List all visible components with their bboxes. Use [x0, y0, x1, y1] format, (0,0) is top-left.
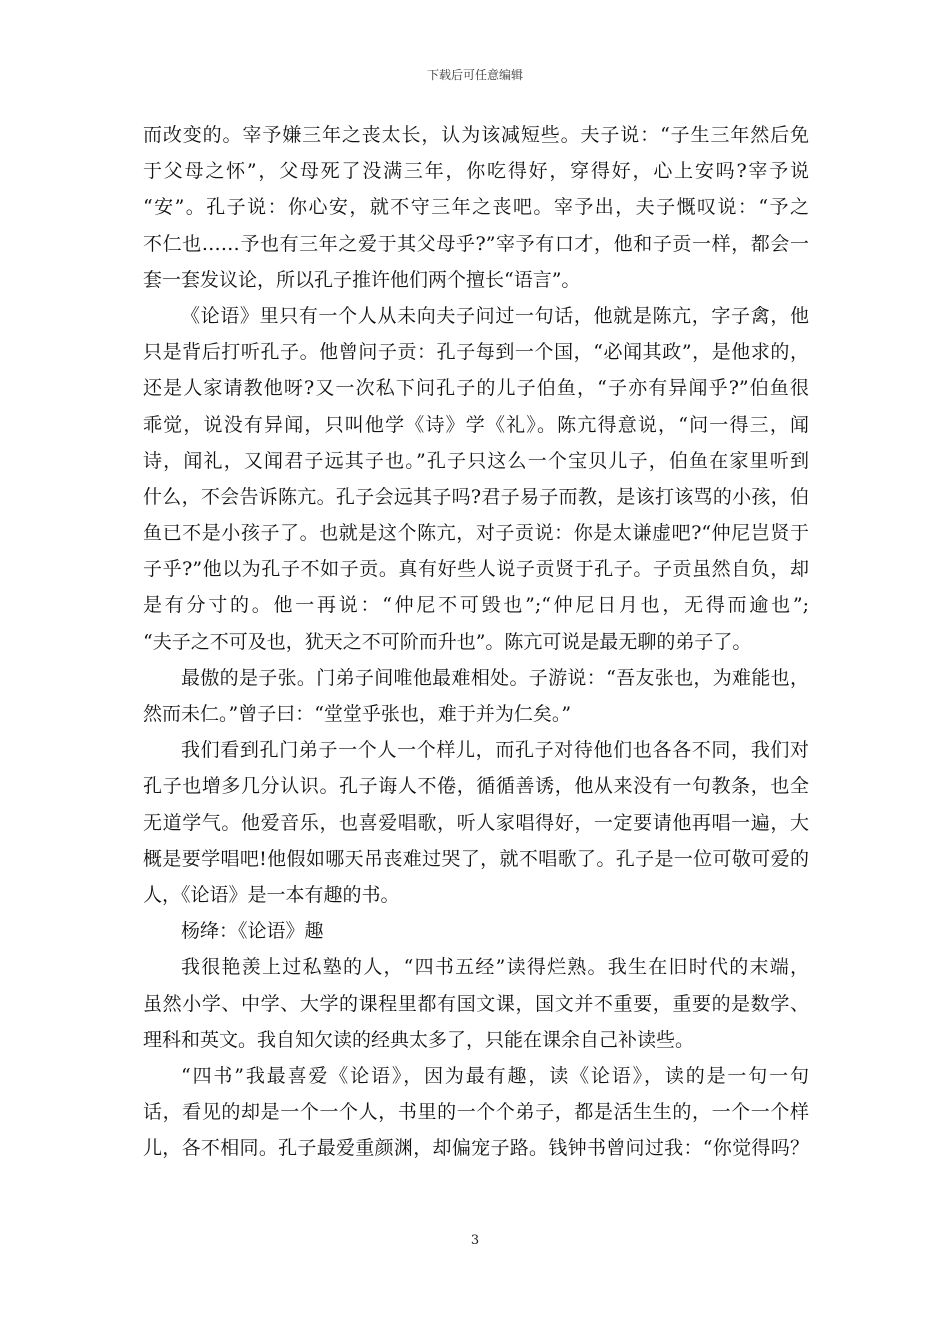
text-line: 然而未仁。”曾子曰：“堂堂乎张也，难于并为仁矣。” [143, 703, 572, 725]
text-line: “夫子之不可及也，犹天之不可阶而升也”。陈亢可说是最无聊的弟子了。 [143, 630, 752, 653]
text-line: 还是人家请教他呀?又一次私下问孔子的儿子伯鱼，“子亦有异闻乎?”伯鱼很 [143, 377, 809, 400]
text-line: 虽然小学、中学、大学的课程里都有国文课，国文并不重要，重要的是数学、 [143, 992, 809, 1015]
page-header: 下载后可任意编辑 [426, 68, 523, 82]
text-line: 乖觉，说没有异闻，只叫他学《诗》学《礼》。陈亢得意说，“问一得三，闻 [143, 413, 809, 436]
text-line: 鱼已不是小孩子了。也就是这个陈亢，对子贡说：你是太谦虚吧?“仲尼岂贤于 [143, 522, 809, 545]
text-line: 不仁也……予也有三年之爱于其父母乎?”宰予有口才，他和子贡一样，都会一 [143, 232, 809, 255]
text-line: 概是要学唱吧!他假如哪天吊丧难过哭了，就不唱歌了。孔子是一位可敬可爱的 [143, 847, 809, 870]
text-line: 孔子也增多几分认识。孔子诲人不倦，循循善诱，他从来没有一句教条，也全 [143, 775, 809, 798]
text-line: 人，《论语》是一本有趣的书。 [143, 883, 400, 906]
text-line: 《论语》里只有一个人从未向夫子问过一句话，他就是陈亢，字子禽，他 [181, 304, 809, 327]
paragraph [143, 913, 809, 949]
text-line: 什么，不会告诉陈亢。孔子会远其子吗?君子易子而教，是该打该骂的小孩，伯 [143, 485, 809, 508]
paragraph [143, 298, 809, 660]
text-line: “四书”我最喜爱《论语》，因为最有趣，读《论语》，读的是一句一句 [181, 1064, 809, 1087]
text-line: 理科和英文。我自知欠读的经典太多了，只能在课余自己补读些。 [143, 1028, 695, 1051]
text-line: 无道学气。他爱音乐，也喜爱唱歌，听人家唱得好，一定要请他再唱一遍，大 [143, 811, 809, 834]
paragraph [143, 949, 809, 1058]
text-line: 而改变的。宰予嫌三年之丧太长，认为该减短些。夫子说：“子生三年然后免 [143, 124, 809, 146]
text-line: 杨绛：《论语》趣 [181, 920, 324, 943]
document-body [143, 117, 809, 1166]
text-line: 诗，闻礼，又闻君子远其子也。”孔子只这么一个宝贝儿子，伯鱼在家里听到 [143, 449, 809, 472]
text-line: 只是背后打听孔子。他曾问子贡：孔子每到一个国，“必闻其政”，是他求的， [143, 341, 809, 364]
text-line: 最傲的是子张。门弟子间唯他最难相处。子游说：“吾友张也，为难能也， [181, 666, 809, 689]
text-line: “安”。孔子说：你心安，就不守三年之丧吧。宰予出，夫子慨叹说：“予之 [143, 196, 809, 219]
text-line: 套一套发议论，所以孔子推许他们两个擅长“语言”。 [143, 268, 581, 291]
text-line: 儿，各不相同。孔子最爱重颜渊，却偏宠子路。钱钟书曾问过我：“你觉得吗？ [143, 1137, 809, 1160]
text-line: 是有分寸的。他一再说：“仲尼不可毁也”;“仲尼日月也，无得而逾也”; [143, 594, 809, 617]
page-number: 3 [470, 1233, 480, 1248]
paragraph [143, 117, 809, 298]
text-line: 于父母之怀”，父母死了没满三年，你吃得好，穿得好，心上安吗?宰予说 [143, 160, 809, 183]
paragraph [143, 660, 809, 732]
text-line: 子乎?”他以为孔子不如子贡。真有好些人说子贡贤于孔子。子贡虽然自负，却 [143, 558, 809, 581]
paragraph [143, 732, 809, 913]
text-line: 我很艳羡上过私塾的人，“四书五经”读得烂熟。我生在旧时代的末端， [181, 956, 809, 979]
paragraph [143, 1058, 809, 1167]
text-line: 话，看见的却是一个一个人，书里的一个个弟子，都是活生生的，一个一个样 [143, 1101, 809, 1124]
text-line: 我们看到孔门弟子一个人一个样儿，而孔子对待他们也各各不同，我们对 [181, 739, 809, 762]
